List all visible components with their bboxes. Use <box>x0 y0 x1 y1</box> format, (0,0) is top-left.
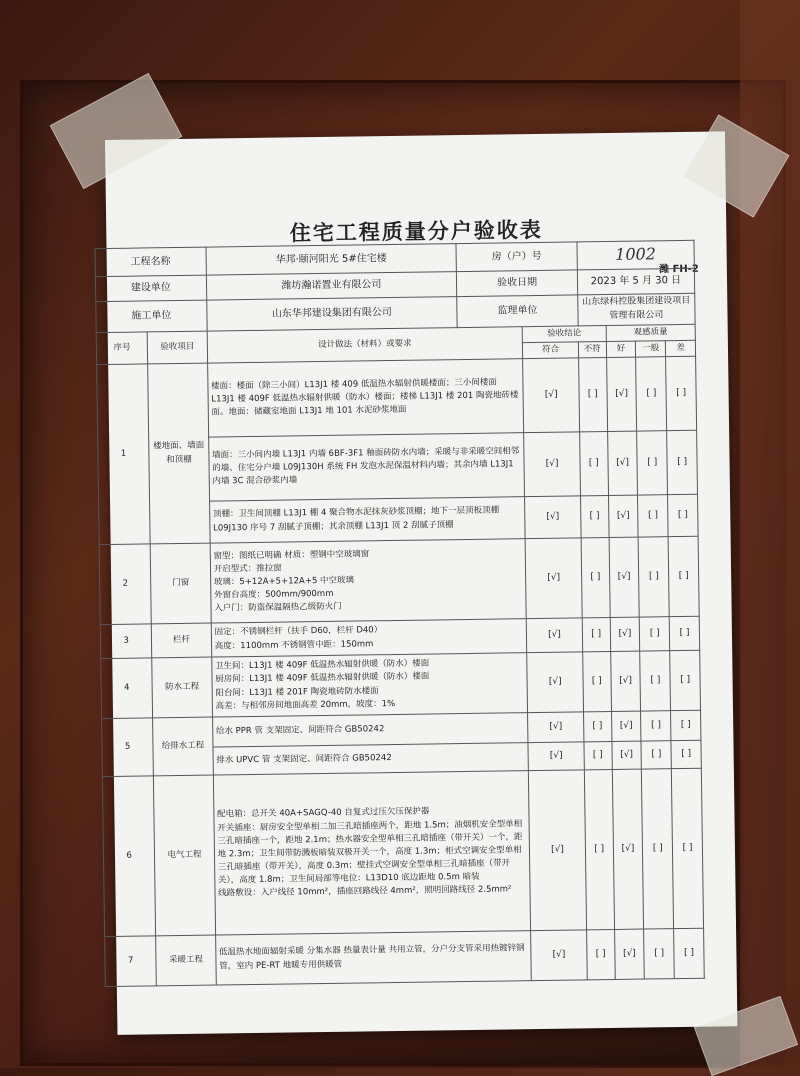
mark-poor[interactable]: [ ] <box>670 650 701 710</box>
row-item: 采暖工程 <box>156 935 216 986</box>
mark-nonconform[interactable]: [ ] <box>579 432 608 496</box>
row-no: 1 <box>97 364 151 545</box>
table-row <box>99 536 699 624</box>
row-spec: 墙面：三小间内墙 L13J1 内墙 6BF-3F1 釉面砖防水内墙；采暖与非采暖空间相邻的墙、住宅分户墙 L09J130H 系统 FH 发泡水泥保温材料内墙；其余内墙 L13J1 内墙 3C 混合砂浆内墙 <box>208 433 525 501</box>
col-spec: 设计做法（材料）或要求 <box>207 326 523 363</box>
mark-good[interactable]: [√] <box>609 537 640 617</box>
row-item: 给排水工程 <box>153 717 213 776</box>
room-value: 1002 <box>577 240 695 269</box>
supervisor-value: 山东绿科控股集团建设项目管理有限公司 <box>578 293 696 326</box>
mark-nonconform[interactable]: [ ] <box>582 618 610 652</box>
mark-conform[interactable]: [√] <box>524 432 580 497</box>
form-title: 住宅工程质量分户验收表 <box>289 216 543 246</box>
mark-nonconform[interactable]: [ ] <box>586 929 614 979</box>
mark-conform[interactable]: [√] <box>527 652 583 713</box>
row-item: 电气工程 <box>154 775 216 936</box>
table-row <box>97 356 697 438</box>
col-conform: 符合 <box>523 342 579 359</box>
mark-nonconform[interactable]: [ ] <box>580 496 608 538</box>
mark-good[interactable]: [√] <box>614 929 645 979</box>
row-spec: 卫生间：L13J1 楼 409F 低温热水辐射供暖（防水）楼面 厨房间：L13J1 楼 409F 低温热水辐射供暖（防水）楼面 阳台间：L13J1 楼 201F 陶瓷地砖防水楼面 高差：与相邻房间地面高差 20mm，坡度：1% <box>211 653 528 717</box>
col-item: 验收项目 <box>148 331 208 364</box>
row-no: 5 <box>102 718 154 777</box>
mark-conform[interactable]: [√] <box>531 930 587 981</box>
row-item: 栏杆 <box>152 623 212 658</box>
mark-fair[interactable]: [ ] <box>641 741 671 769</box>
mark-good[interactable]: [√] <box>608 495 638 537</box>
mark-conform[interactable]: [√] <box>523 358 579 433</box>
row-spec: 配电箱：总开关 40A+SAGQ-40 自复式过压欠压保护器 开关插座：厨房安全型单相二加三孔暗插座两个，距地 1.5m；油烟机安全型单相三孔暗插座一个，距地 2.1m；热水器安全型单相三孔暗插座（带开关）一个，距地 2.3m；卫生间带防溅板暗装双极开关一个，高度 1.3m；柜式空调安全型单相三孔暗插座（带开关），高度 0.3m；壁挂式空调安全型单相三孔暗插座（带开关），高度 1.8m；卫生间局部等电位：L13D10 底边距地 0.5m 暗装 线路敷设：入户线径 10mm²，插座回路线径 4mm²，照明回路线径 2.5mm² <box>213 771 531 935</box>
inspection-table <box>95 240 705 987</box>
mark-fair[interactable]: [ ] <box>637 431 668 495</box>
supervisor-label: 监理单位 <box>457 295 578 328</box>
col-good: 好 <box>606 341 636 358</box>
mark-nonconform[interactable]: [ ] <box>581 538 610 618</box>
inspection-form-paper <box>105 131 737 1035</box>
mark-poor[interactable]: [ ] <box>669 616 699 650</box>
row-spec: 楼面：楼面（除三小间）L13J1 楼 409 低温热水辐射供暖楼面；三小间楼面 L13J1 楼 409F 低温热水辐射供暖（防水）楼面；楼梯 L13J1 楼 201 陶瓷地砖楼面。地面：储藏室地面 L13J1 地 101 水泥砂浆地面 <box>207 359 524 437</box>
mark-nonconform[interactable]: [ ] <box>583 712 611 742</box>
mark-fair[interactable]: [ ] <box>644 929 674 979</box>
col-poor: 差 <box>666 340 696 357</box>
row-spec: 低温热水地面辐射采暖 分集水器 热量表计量 共用立管，分户分支管采用热镀锌钢管，室内 PE-RT 地暖专用供暖管 <box>215 931 531 985</box>
col-fair: 一般 <box>636 341 666 358</box>
builder-value: 潍坊瀚诺置业有限公司 <box>206 271 457 299</box>
mark-fair[interactable]: [ ] <box>636 357 667 431</box>
row-spec: 给水 PPR 管 支架固定、间距符合 GB50242 <box>212 713 528 747</box>
mark-conform[interactable]: [√] <box>528 712 584 743</box>
mark-nonconform[interactable]: [ ] <box>578 358 607 432</box>
mark-poor[interactable]: [ ] <box>672 768 704 928</box>
mark-good[interactable]: [√] <box>611 711 641 741</box>
mark-poor[interactable]: [ ] <box>668 494 698 536</box>
project-label: 工程名称 <box>95 247 206 276</box>
mark-conform[interactable]: [√] <box>529 770 587 931</box>
mark-good[interactable]: [√] <box>612 769 644 929</box>
row-no: 6 <box>102 776 156 937</box>
table-row <box>105 928 705 986</box>
table-row <box>102 768 703 936</box>
mark-nonconform[interactable]: [ ] <box>583 652 612 712</box>
row-spec: 顶棚：卫生间顶棚 L13J1 棚 4 聚合物水泥抹灰砂浆顶棚；地下一层顶板顶棚 L09J130 序号 7 刮腻子顶棚；其余顶棚 L13J1 顶 2 刮腻子顶棚 <box>209 497 525 543</box>
mark-good[interactable]: [√] <box>607 431 638 495</box>
col-impression: 观感质量 <box>606 324 696 341</box>
row-item: 防水工程 <box>152 657 212 718</box>
builder-label: 建设单位 <box>95 275 206 302</box>
row-item: 楼地面、墙面和顶棚 <box>148 363 210 544</box>
row-no: 4 <box>101 658 153 719</box>
col-conclusion: 验收结论 <box>523 325 606 342</box>
row-no: 3 <box>100 624 152 659</box>
col-no: 序号 <box>96 332 148 365</box>
mark-poor[interactable]: [ ] <box>674 928 705 978</box>
mark-fair[interactable]: [ ] <box>640 617 670 651</box>
mark-good[interactable]: [√] <box>612 741 642 769</box>
mark-poor[interactable]: [ ] <box>668 536 699 616</box>
room-label: 房（户）号 <box>456 242 577 271</box>
contractor-label: 施工单位 <box>96 300 207 332</box>
row-spec: 固定：不锈钢栏杆（扶手 D60，栏杆 D40） 高度：1100mm 不锈钢管中距：150mm <box>211 619 527 657</box>
row-no: 7 <box>105 936 157 987</box>
row-spec: 窗型：图纸已明确 材质：塑钢中空玻璃窗 开启型式：推拉窗 玻璃：5+12A+5+12A+5 中空玻璃 外窗台高度：500mm/900mm 入户门：防盗保温隔热乙级防火门 <box>210 539 527 623</box>
mark-good[interactable]: [√] <box>606 357 637 431</box>
mark-fair[interactable]: [ ] <box>639 537 670 617</box>
mark-poor[interactable]: [ ] <box>667 430 698 494</box>
date-value: 2023 年 5 月 30 日 <box>577 268 695 295</box>
mark-poor[interactable]: [ ] <box>666 356 697 430</box>
mark-conform[interactable]: [√] <box>525 538 582 619</box>
contractor-value: 山东华邦建设集团有限公司 <box>206 296 457 330</box>
mark-nonconform[interactable]: [ ] <box>584 769 614 929</box>
mark-fair[interactable]: [ ] <box>640 651 671 711</box>
mark-poor[interactable]: [ ] <box>671 710 701 740</box>
mark-conform[interactable]: [√] <box>528 742 584 771</box>
row-spec: 排水 UPVC 管 支架固定、间距符合 GB50242 <box>213 743 529 775</box>
mark-poor[interactable]: [ ] <box>671 740 701 768</box>
table-row <box>101 650 701 718</box>
mark-nonconform[interactable]: [ ] <box>584 742 612 770</box>
mark-good[interactable]: [√] <box>610 617 640 651</box>
project-value: 华邦·颐河阳光 5#住宅楼 <box>206 244 457 275</box>
mark-fair[interactable]: [ ] <box>642 769 674 929</box>
row-item: 门窗 <box>150 543 210 624</box>
mark-conform[interactable]: [√] <box>527 618 583 653</box>
row-no: 2 <box>99 544 151 625</box>
date-label: 验收日期 <box>457 270 578 297</box>
mark-conform[interactable]: [√] <box>525 496 581 539</box>
form-code: 潍 FH-2 <box>658 263 699 276</box>
col-nonconform: 不符 <box>578 341 606 358</box>
mark-good[interactable]: [√] <box>610 651 641 711</box>
mark-fair[interactable]: [ ] <box>638 495 668 537</box>
mark-fair[interactable]: [ ] <box>641 711 671 741</box>
